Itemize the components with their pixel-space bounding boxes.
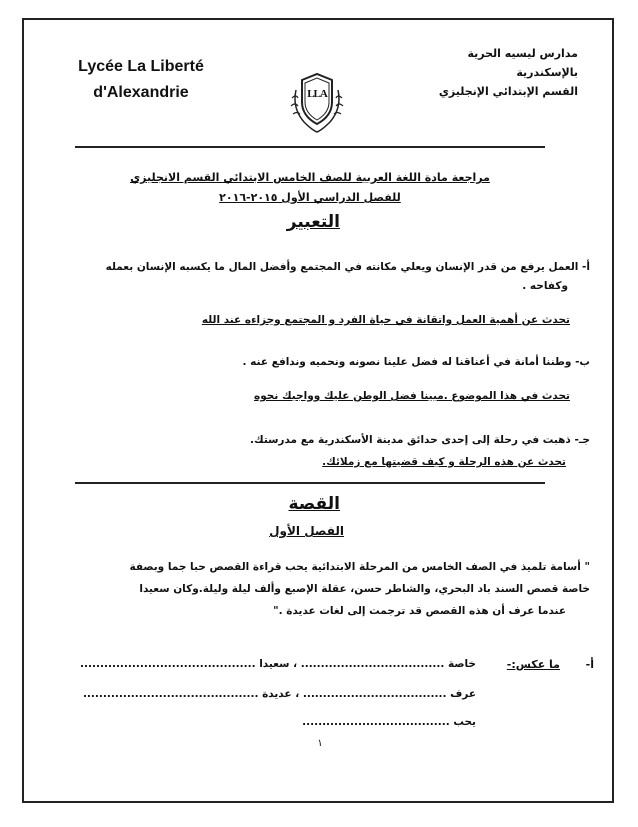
- item-b-text: وطننا أمانة في أعناقنا له فضل علينا نصونه ونحميه وندافع عنه .: [242, 356, 572, 368]
- expression-item-c: [150, 434, 590, 446]
- school-logo: [282, 68, 352, 136]
- row1-item-khassa[interactable]: خاصة ....................................: [300, 658, 476, 670]
- passage-line3: عندما عرف أن هذه القصص قد ترجمت إلى لغات عديدة .": [273, 605, 566, 617]
- section-divider: [75, 482, 545, 484]
- expression-heading: التعبير: [286, 212, 340, 232]
- item-c-text: ذهبت في رحلة إلى إحدى حدائق مدينة الأسكندرية مع مدرستك.: [250, 434, 571, 446]
- logo-monogram: LLA: [307, 88, 327, 100]
- row3-item-yuhibb[interactable]: يحب .....................................: [302, 716, 476, 728]
- item-a-line1: [60, 258, 590, 277]
- item-a-text1: العمل يرفع من قدر الإنسان ويعلي مكانته في المجتمع وأفضل المال ما يكسبه الإنسان بعمله: [105, 261, 579, 273]
- item-c-task: تحدث عن هذه الرحلة و كيف قضيتها مع زملائك.: [322, 456, 566, 468]
- row1-item-saeedan[interactable]: ، سعيدا ............................................: [80, 658, 298, 670]
- item-a-text2: وكفاحه .: [522, 280, 568, 292]
- school-name-line1: Lycée La Liberté: [78, 58, 204, 75]
- item-a-task: تحدث عن أهمية العمل واتقانة في حياة الفرد و المجتمع وجزاءه عند الله: [201, 314, 570, 326]
- story-subheading: الفصل الأول: [269, 524, 344, 538]
- expression-item-a: [60, 258, 590, 296]
- exercise-marker: أ-: [585, 658, 594, 671]
- school-name-line2: d'Alexandrie: [93, 84, 189, 101]
- item-b-task: تحدث في هذا الموضوع .مبينا فضل الوطن عليك وواجبك نحوه: [254, 390, 570, 402]
- review-title-line1: مراجعة مادة اللغة العربية للصف الخامس الابتدائي القسم الانجليزي: [130, 171, 490, 184]
- row2-item-adeeda[interactable]: ، عديدة ............................................: [82, 688, 300, 700]
- school-name-ar-line2: بالإسكندرية: [516, 66, 578, 79]
- page-number: ١: [317, 738, 323, 749]
- passage-line2: خاصة قصص السند باد البحري، والشاطر حسن، عقلة الإصبع وألف ليلة وليلة.وكان سعيدا: [139, 583, 590, 595]
- review-title-line2: للفصل الدراسي الأول ٢٠١٥-٢٠١٦: [219, 191, 401, 204]
- item-b-marker: ب-: [575, 356, 590, 368]
- story-heading: القصة: [288, 494, 340, 514]
- school-name-ar-line3: القسم الإبتدائي الإنجليزي: [438, 85, 578, 98]
- school-name-latin: [56, 54, 226, 106]
- story-passage: [70, 556, 590, 622]
- item-c-marker: جـ-: [574, 434, 590, 446]
- item-a-marker: أ-: [582, 261, 590, 273]
- exercise-row1: [60, 658, 476, 670]
- exercise-label: ما عكس:-: [506, 658, 560, 671]
- exercise-row3: [260, 716, 476, 728]
- passage-line1: " أسامة تلميذ في الصف الخامس من المرحلة الابتدائية يحب قراءة القصص حبا جما وبصفة: [129, 561, 590, 573]
- expression-item-b: [150, 356, 590, 368]
- school-name-ar-line1: مدارس ليسيه الحرية: [467, 47, 578, 60]
- exercise-row2: [60, 688, 476, 700]
- review-title: [90, 168, 530, 208]
- school-name-arabic: [390, 44, 578, 101]
- row2-item-arafa[interactable]: عرف ....................................: [302, 688, 476, 700]
- header-divider: [75, 146, 545, 148]
